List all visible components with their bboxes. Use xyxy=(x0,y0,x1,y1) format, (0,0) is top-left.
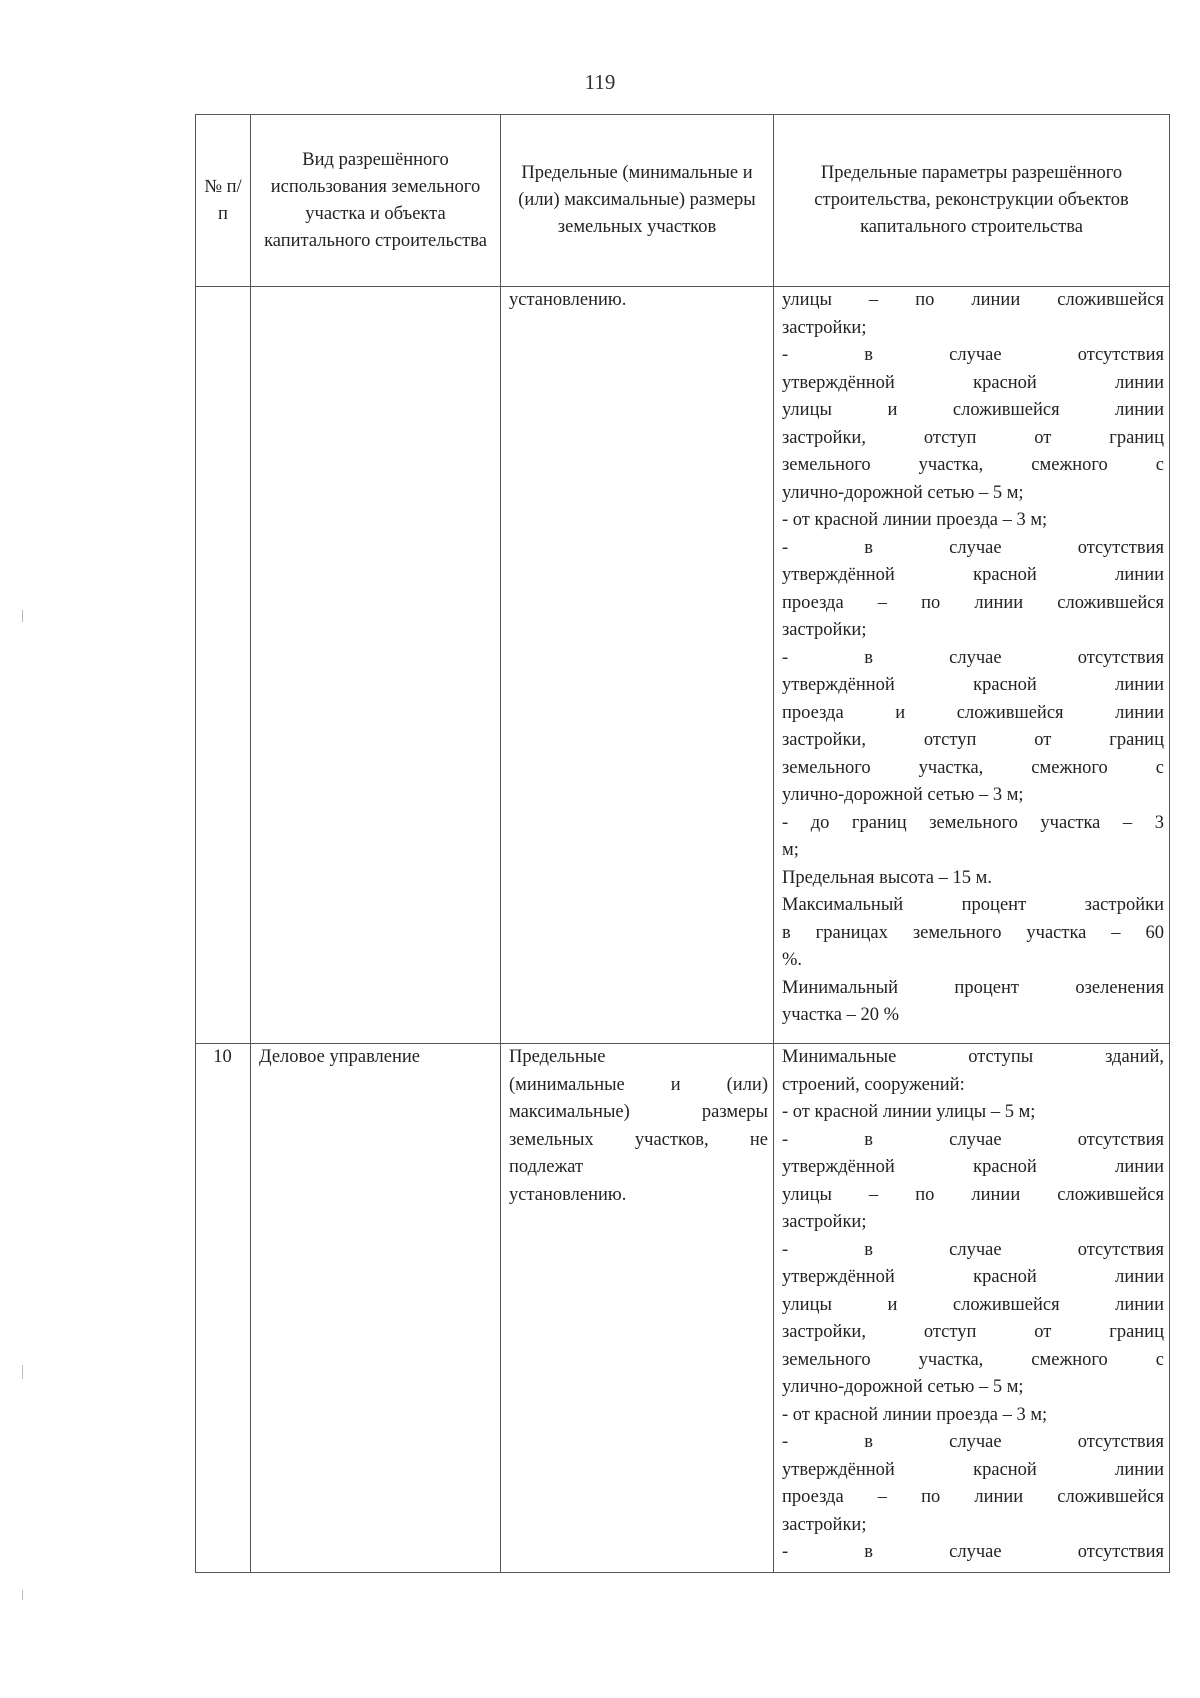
table-header-row xyxy=(196,115,1170,287)
text-line: утверждённой красной линии xyxy=(782,675,1164,695)
plot-size-text xyxy=(509,1044,768,1209)
text-line: - в случае отсутствия xyxy=(782,647,1164,668)
scan-margin-mark xyxy=(22,1590,23,1600)
text-line: улицы – по линии сложившейся xyxy=(782,290,1164,310)
text-line: застройки; xyxy=(782,1212,867,1232)
text-line: застройки; xyxy=(782,1514,867,1535)
text-line: максимальные) размеры xyxy=(509,1102,768,1122)
text-line: земельного участка, смежного с xyxy=(782,455,1164,475)
header-number: № п/п xyxy=(196,115,251,287)
table-row xyxy=(196,287,1170,1044)
text-line: утверждённой красной линии xyxy=(782,1157,1164,1177)
scan-margin-mark xyxy=(22,610,23,622)
text-line: улично-дорожной сетью – 5 м; xyxy=(782,1377,1024,1397)
text-line: улицы – по линии сложившейся xyxy=(782,1184,1164,1205)
row-number-cell xyxy=(196,287,251,1044)
text-line: - от красной линии проезда – 3 м; xyxy=(782,510,1048,530)
header-use-type: Вид разрешённого использования земельного участка и объекта капитального строительства xyxy=(251,115,501,287)
header-plot-size: Предельные (минимальные и (или) максимальные) размеры земельных участков xyxy=(501,115,774,287)
text-line: установлению. xyxy=(509,1184,627,1205)
regulations-table xyxy=(195,114,1170,1573)
text-line: подлежат xyxy=(509,1157,584,1177)
text-line: %. xyxy=(782,950,803,970)
text-line: утверждённой красной линии xyxy=(782,565,1164,585)
text-line: - в случае отсутствия xyxy=(782,1542,1164,1562)
text-line: - в случае отсутствия xyxy=(782,1432,1164,1452)
text-line: застройки, отступ от границ xyxy=(782,1322,1164,1342)
text-line: земельного участка, смежного с xyxy=(782,757,1164,778)
text-line: - в случае отсутствия xyxy=(782,345,1164,365)
text-line: Предельная высота – 15 м. xyxy=(782,867,992,888)
text-line: застройки, отступ от границ xyxy=(782,730,1164,750)
text-line: - до границ земельного участка – 3 xyxy=(782,812,1164,833)
text-line: в границах земельного участка – 60 xyxy=(782,922,1164,943)
text-line: улицы и сложившейся линии xyxy=(782,1294,1164,1315)
text-line: застройки; xyxy=(782,620,867,640)
text-line: застройки; xyxy=(782,317,867,338)
text-line: утверждённой красной линии xyxy=(782,372,1164,393)
row-number-cell: 10 xyxy=(196,1044,251,1573)
text-line: (минимальные и (или) xyxy=(509,1074,768,1095)
plot-size-cell xyxy=(501,1044,774,1573)
text-line: Минимальные отступы зданий, xyxy=(782,1047,1164,1067)
header-build-params: Предельные параметры разрешённого строительства, реконструкции объектов капитального строительства xyxy=(774,115,1170,287)
text-line: проезда – по линии сложившейся xyxy=(782,1487,1164,1507)
build-params-cell xyxy=(774,287,1170,1044)
text-line: улично-дорожной сетью – 5 м; xyxy=(782,482,1024,503)
use-type-cell xyxy=(251,287,501,1044)
plot-size-cell: установлению. xyxy=(501,287,774,1044)
text-line: проезда – по линии сложившейся xyxy=(782,592,1164,613)
text-line: - от красной линии улицы – 5 м; xyxy=(782,1102,1036,1122)
text-line: утверждённой красной линии xyxy=(782,1459,1164,1480)
text-line: строений, сооружений: xyxy=(782,1074,965,1095)
text-line: Минимальный процент озеленения xyxy=(782,977,1164,998)
text-line: Предельные xyxy=(509,1047,606,1067)
text-line: улично-дорожной сетью – 3 м; xyxy=(782,785,1024,805)
page-number: 119 xyxy=(584,70,616,94)
text-line: - в случае отсутствия xyxy=(782,537,1164,558)
build-params-cell xyxy=(774,1044,1170,1573)
scan-margin-mark xyxy=(22,1365,23,1379)
text-line: - в случае отсутствия xyxy=(782,1129,1164,1150)
text-line: земельного участка, смежного с xyxy=(782,1349,1164,1370)
params-text xyxy=(782,287,1164,1030)
text-line: участка – 20 % xyxy=(782,1005,900,1025)
text-line: - в случае отсутствия xyxy=(782,1239,1164,1260)
use-type-cell: Деловое управление xyxy=(251,1044,501,1573)
text-line: м; xyxy=(782,840,799,860)
table-row xyxy=(196,1044,1170,1573)
text-line: земельных участков, не xyxy=(509,1129,768,1150)
text-line: - от красной линии проезда – 3 м; xyxy=(782,1404,1048,1425)
text-line: улицы и сложившейся линии xyxy=(782,400,1164,420)
params-text xyxy=(782,1044,1164,1567)
text-line: Максимальный процент застройки xyxy=(782,895,1164,915)
text-line: утверждённой красной линии xyxy=(782,1267,1164,1287)
text-line: проезда и сложившейся линии xyxy=(782,702,1164,723)
text-line: застройки, отступ от границ xyxy=(782,427,1164,448)
